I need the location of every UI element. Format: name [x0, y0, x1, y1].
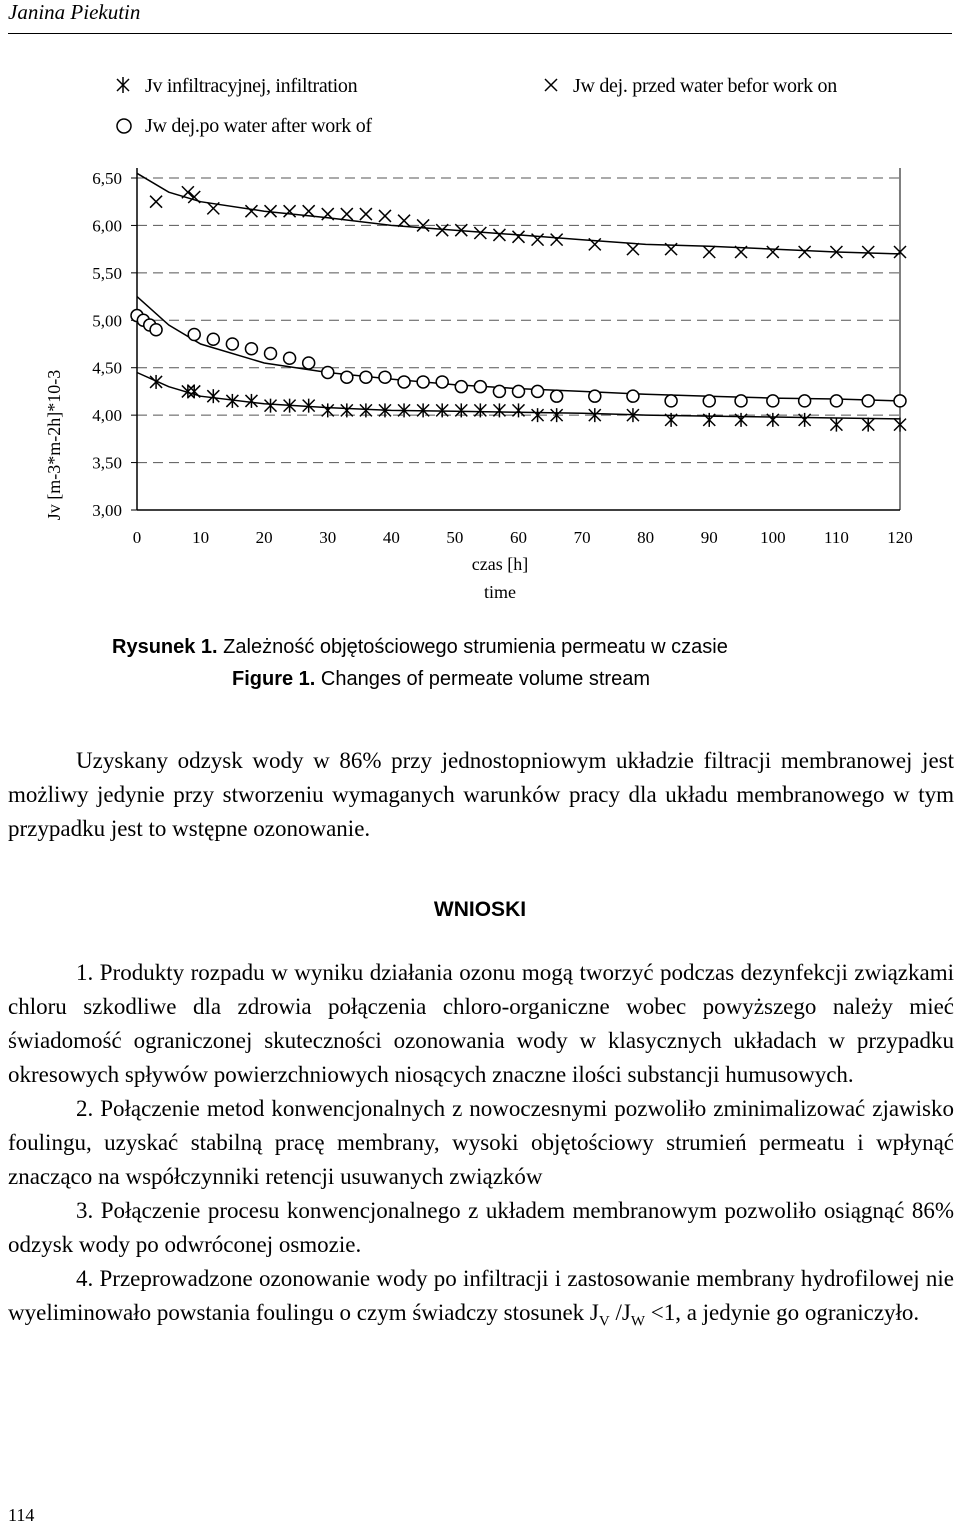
- x-marker-icon: [543, 77, 559, 93]
- x-data-point: [703, 246, 715, 258]
- asterisk-data-point: [665, 413, 677, 427]
- circle-data-point: [322, 366, 334, 378]
- circle-data-point: [398, 376, 410, 388]
- circle-data-point: [627, 390, 639, 402]
- permeate-flux-chart: [0, 140, 960, 610]
- circle-data-point: [379, 371, 391, 383]
- asterisk-data-point: [493, 403, 505, 417]
- y-tick-label: 6,00: [92, 216, 122, 236]
- x-data-point: [767, 246, 779, 258]
- x-data-point: [513, 231, 525, 243]
- x-data-point: [799, 246, 811, 258]
- conclusion-number: 4.: [76, 1266, 94, 1291]
- circle-data-point: [341, 371, 353, 383]
- circle-data-point: [551, 390, 563, 402]
- circle-data-point: [767, 395, 779, 407]
- conclusion-number: 2.: [76, 1096, 94, 1121]
- conclusion-text: Przeprowadzone ozonowanie wody po infiltracji i zastosowanie membrany hydrofilowej nie wyeliminowało powstania foulingu o czym świadczy stosunek: [8, 1266, 955, 1325]
- asterisk-data-point: [245, 394, 257, 408]
- circle-data-point: [799, 395, 811, 407]
- conclusion-tail: <1, a jedynie go ograniczyło.: [644, 1300, 920, 1325]
- asterisk-data-point: [188, 384, 200, 398]
- y-tick-label: 5,50: [92, 263, 122, 283]
- x-tick-label: 110: [823, 528, 849, 547]
- asterisk-marker-icon: [115, 77, 131, 93]
- circle-data-point: [589, 390, 601, 402]
- x-data-point: [360, 208, 372, 220]
- x-tick-label: 50: [446, 528, 464, 547]
- asterisk-data-point: [862, 418, 874, 432]
- circle-data-point: [303, 357, 315, 369]
- circle-data-point: [532, 385, 544, 397]
- conclusion-text: Produkty rozpadu w wyniku działania ozonu mogą tworzyć podczas dezynfekcji związkami chloru szkodliwe dla zdrowia połączenia chloro-organiczne wobec powyższego należy mieć świadomość ograniczonej skuteczności ozonowania wody w klasycznych układach w przypadku okresowych spływów powierzchniowych niosących znaczne ilości substancji humusowych.: [8, 960, 955, 1087]
- trend-line: [137, 173, 900, 254]
- x-tick-label: 30: [319, 528, 337, 547]
- y-tick-label: 3,50: [92, 453, 122, 473]
- x-tick-label: 120: [887, 528, 913, 547]
- x-tick-label: 0: [132, 528, 142, 547]
- conclusion-item: [8, 1194, 954, 1262]
- asterisk-data-point: [474, 403, 486, 417]
- x-data-point: [862, 246, 874, 258]
- legend-item-infiltration: [145, 75, 357, 98]
- caption-label: Rysunek 1.: [112, 636, 218, 658]
- x-tick-label: 70: [573, 528, 591, 547]
- x-data-point: [532, 234, 544, 246]
- circle-data-point: [894, 395, 906, 407]
- legend-item-after: [145, 115, 372, 138]
- asterisk-data-point: [513, 403, 525, 417]
- caption-text: Zależność objętościowego strumienia permeatu w czasie: [223, 636, 728, 658]
- x-tick-label: 100: [760, 528, 786, 547]
- x-data-point: [398, 215, 410, 227]
- jv-subscript: V: [598, 1313, 610, 1330]
- asterisk-data-point: [703, 413, 715, 427]
- circle-data-point: [455, 381, 467, 393]
- conclusion-item: [8, 1262, 954, 1339]
- circle-data-point: [360, 371, 372, 383]
- asterisk-data-point: [360, 403, 372, 417]
- y-tick-label: 4,50: [92, 358, 122, 378]
- circle-data-point: [226, 338, 238, 350]
- conclusion-number: 1.: [76, 960, 94, 985]
- asterisk-data-point: [341, 403, 353, 417]
- header-rule: [8, 33, 952, 34]
- x-data-point: [493, 229, 505, 241]
- circle-data-point: [513, 385, 525, 397]
- asterisk-data-point: [894, 418, 906, 432]
- x-data-point: [627, 243, 639, 255]
- asterisk-data-point: [799, 413, 811, 427]
- x-tick-label: 90: [700, 528, 718, 547]
- circle-data-point: [735, 395, 747, 407]
- caption-text: Changes of permeate volume stream: [320, 668, 650, 690]
- x-tick-label: 60: [510, 528, 527, 547]
- separator: /J: [609, 1300, 631, 1325]
- conclusion-number: 3.: [76, 1198, 94, 1223]
- asterisk-data-point: [322, 403, 334, 417]
- circle-data-point: [436, 376, 448, 388]
- asterisk-data-point: [265, 399, 277, 413]
- circle-data-point: [474, 381, 486, 393]
- conclusion-text: Połączenie procesu konwencjonalnego z układem membranowym pozwoliło osiągnąć 86% odzysk wody po odwróconej osmozie.: [8, 1198, 954, 1257]
- x-data-point: [188, 191, 200, 203]
- y-tick-label: 4,00: [92, 406, 122, 426]
- x-data-point: [182, 186, 194, 198]
- conclusions-list: [8, 956, 954, 1339]
- paragraph-text: Uzyskany odzysk wody w 86% przy jednostopniowym układzie filtracji membranowej jest możliwy jedynie przy stworzeniu wymaganych warunków pracy dla układu membranowego w tym przypadku jest to wstępne ozonowanie.: [8, 748, 954, 841]
- circle-marker-icon: [115, 117, 133, 135]
- circle-data-point: [830, 395, 842, 407]
- x-axis-label-en: time: [484, 582, 516, 602]
- circle-data-point: [150, 324, 162, 336]
- asterisk-data-point: [207, 389, 219, 403]
- circle-data-point: [188, 329, 200, 341]
- figure-caption-en: [232, 668, 932, 691]
- x-tick-label: 20: [255, 528, 273, 547]
- y-tick-label: 5,00: [92, 311, 122, 331]
- x-data-point: [245, 205, 257, 217]
- circle-data-point: [417, 376, 429, 388]
- y-tick-label: 3,00: [92, 501, 122, 520]
- caption-label: Figure 1.: [232, 668, 316, 690]
- x-data-point: [379, 210, 391, 222]
- running-header-author: Janina Piekutin: [8, 0, 141, 24]
- x-data-point: [341, 208, 353, 220]
- circle-data-point: [245, 343, 257, 355]
- circle-data-point: [703, 395, 715, 407]
- y-tick-label: 6,50: [92, 169, 122, 188]
- x-tick-label: 10: [192, 528, 210, 547]
- x-data-point: [150, 196, 162, 208]
- section-heading: WNIOSKI: [433, 898, 527, 921]
- asterisk-data-point: [767, 413, 779, 427]
- circle-data-point: [207, 333, 219, 345]
- conclusion-item: [8, 956, 954, 1092]
- legend-item-before: [573, 75, 837, 98]
- conclusion-text: Połączenie metod konwencjonalnych z nowoczesnymi pozwoliło zminimalizować zjawisko foulingu, uzyskać stabilną pracę membrany, wysoki objętościowy strumień permeatu i wpłynąć znacząco na współczynniki retencji usuwanych związków: [8, 1096, 954, 1189]
- x-data-point: [284, 205, 296, 217]
- conclusion-item: [8, 1092, 954, 1194]
- asterisk-data-point: [455, 403, 467, 417]
- jv-symbol: J: [589, 1300, 599, 1325]
- x-data-point: [551, 234, 563, 246]
- figure-caption-pl: [112, 636, 952, 659]
- circle-data-point: [493, 385, 505, 397]
- legend-label: Jw dej. przed water befor work on: [573, 75, 837, 97]
- x-tick-label: 40: [382, 528, 400, 547]
- jw-subscript: W: [630, 1313, 645, 1330]
- asterisk-data-point: [150, 375, 162, 389]
- x-tick-label: 80: [637, 528, 655, 547]
- asterisk-data-point: [830, 418, 842, 432]
- circle-data-point: [862, 395, 874, 407]
- circle-data-point: [265, 347, 277, 359]
- circle-data-point: [665, 395, 677, 407]
- legend-label: Jv infiltracyjnej, infiltration: [145, 75, 358, 97]
- x-axis-label: czas [h]: [471, 554, 529, 574]
- body-paragraph: [8, 744, 954, 846]
- circle-data-point: [284, 352, 296, 364]
- page-number: 114: [8, 1505, 35, 1525]
- y-axis-label: Jv [m-3*m-2h]*10-3: [44, 369, 64, 521]
- asterisk-data-point: [735, 413, 747, 427]
- legend-label: Jw dej.po water after work of: [145, 115, 372, 137]
